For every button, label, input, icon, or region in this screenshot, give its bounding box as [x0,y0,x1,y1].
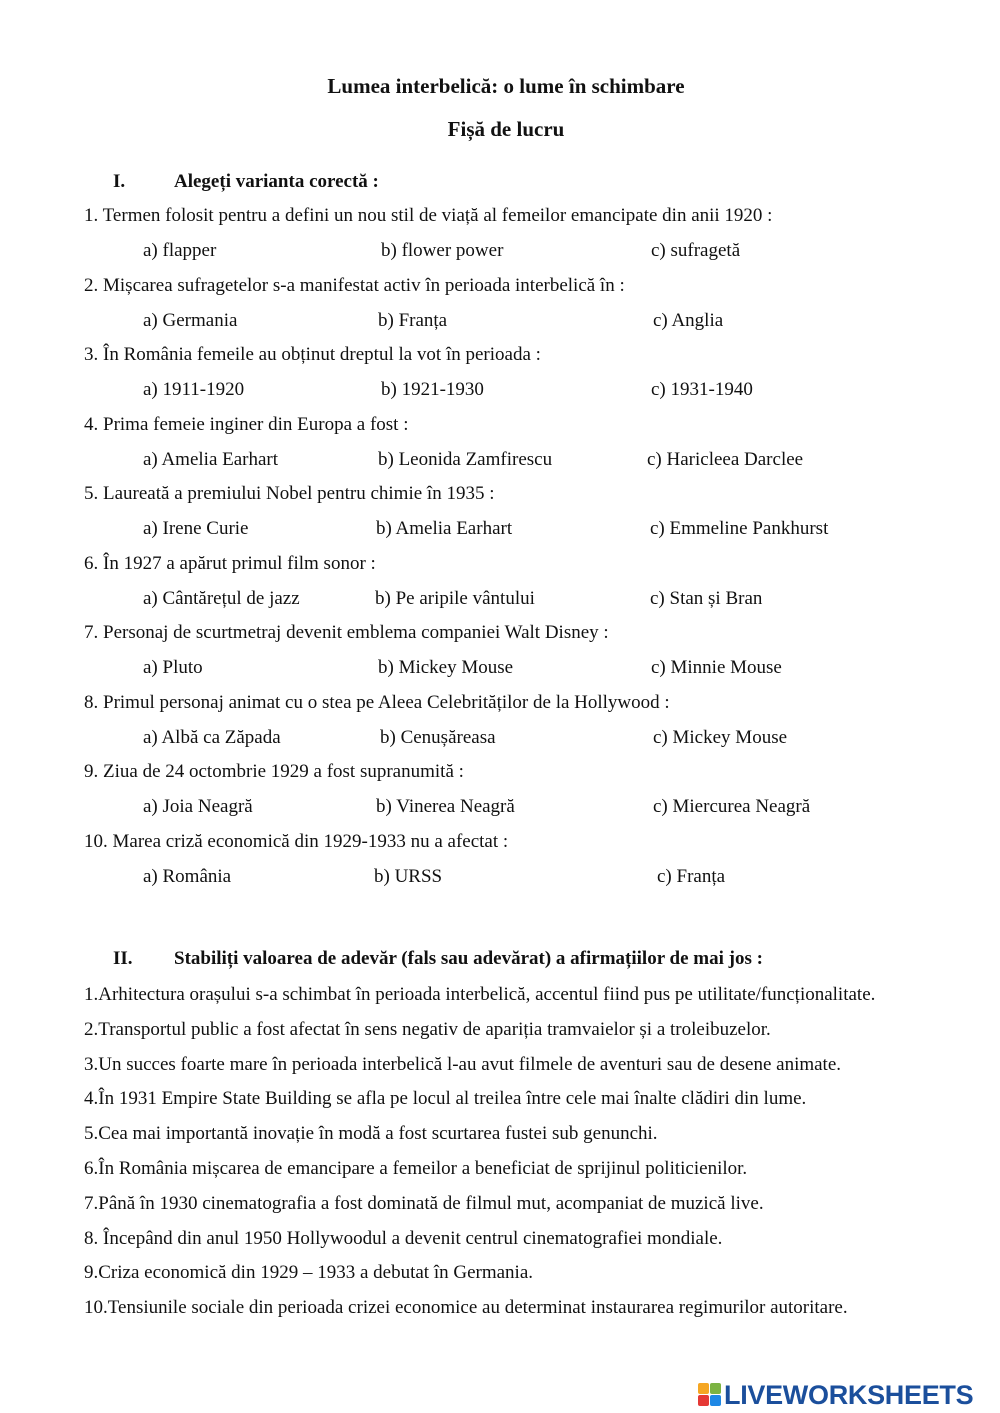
answer-option-a[interactable]: a) flapper [143,240,217,261]
question-text: 8. Primul personaj animat cu o stea pe Aleea Celebrităților de la Hollywood : [84,692,670,713]
liveworksheets-logo[interactable] [697,1381,973,1409]
true-false-statement[interactable]: 9.Criza economică din 1929 – 1933 a debutat în Germania. [84,1262,534,1283]
answer-option-a[interactable]: a) România [143,866,232,887]
answer-option-b[interactable]: b) 1921-1930 [381,379,484,400]
question-text: 5. Laureată a premiului Nobel pentru chimie în 1935 : [84,483,495,504]
answer-option-a[interactable]: a) Pluto [143,657,203,678]
answer-option-c[interactable]: c) Mickey Mouse [653,727,788,748]
page-subtitle: Fișă de lucru [447,117,565,141]
answer-option-b[interactable]: b) Vinerea Neagră [376,796,515,817]
answer-option-b[interactable]: b) Mickey Mouse [378,657,514,678]
section1-number: I. [113,171,126,192]
logo-square [710,1395,721,1406]
question-text: 2. Mișcarea sufragetelor s-a manifestat activ în perioada interbelică în : [84,275,625,296]
question-text: 7. Personaj de scurtmetraj devenit emblema companiei Walt Disney : [84,622,609,643]
answer-option-c[interactable]: c) Emmeline Pankhurst [650,518,829,539]
question-text: 3. În România femeile au obținut dreptul la vot în perioada : [84,344,541,365]
answer-option-a[interactable]: a) Germania [143,310,238,331]
true-false-statement[interactable]: 4.În 1931 Empire State Building se afla pe locul al treilea între cele mai înalte clădiri din lume. [84,1088,807,1109]
section1-title: Alegeți varianta corectă : [174,171,379,192]
answer-option-c[interactable]: c) Haricleea Darclee [647,449,804,470]
answer-option-b[interactable]: b) URSS [374,866,443,887]
answer-option-c[interactable]: c) Miercurea Neagră [653,796,811,817]
true-false-statement[interactable]: 8. Începând din anul 1950 Hollywoodul a devenit centrul cinematografiei mondiale. [84,1228,723,1249]
logo-square [698,1395,709,1406]
answer-option-c[interactable]: c) Anglia [653,310,724,331]
answer-option-a[interactable]: a) Cântărețul de jazz [143,588,300,609]
answer-option-a[interactable]: a) Albă ca Zăpada [143,727,281,748]
answer-option-b[interactable]: b) Pe aripile vântului [375,588,535,609]
logo-square [710,1383,721,1394]
answer-option-c[interactable]: c) Stan și Bran [650,588,763,609]
section2-number: II. [113,948,133,969]
question-text: 4. Prima femeie inginer din Europa a fost : [84,414,409,435]
answer-option-b[interactable]: b) flower power [381,240,504,261]
true-false-statement[interactable]: 2.Transportul public a fost afectat în sens negativ de apariția tramvaielor și a troleibuzelor. [84,1019,771,1040]
true-false-statement[interactable]: 6.În România mișcarea de emancipare a femeilor a beneficiat de sprijinul politicienilor. [84,1158,748,1179]
question-text: 1. Termen folosit pentru a defini un nou stil de viață al femeilor emancipate din anii 1920 : [84,205,773,226]
question-text: 10. Marea criză economică din 1929-1933 nu a afectat : [84,831,509,852]
answer-option-b[interactable]: b) Franța [378,310,448,331]
true-false-statement[interactable]: 7.Până în 1930 cinematografia a fost dominată de filmul mut, acompaniat de muzică live. [84,1193,764,1214]
answer-option-b[interactable]: b) Leonida Zamfirescu [378,449,553,470]
answer-option-b[interactable]: b) Amelia Earhart [376,518,513,539]
logo-square [698,1383,709,1394]
question-text: 6. În 1927 a apărut primul film sonor : [84,553,376,574]
answer-option-c[interactable]: c) 1931-1940 [651,379,753,400]
answer-option-c[interactable]: c) sufragetă [651,240,741,261]
page-title: Lumea interbelică: o lume în schimbare [327,74,685,98]
answer-option-a[interactable]: a) Amelia Earhart [143,449,279,470]
answer-option-a[interactable]: a) Irene Curie [143,518,249,539]
answer-option-c[interactable]: c) Franța [657,866,726,887]
true-false-statement[interactable]: 5.Cea mai importantă inovație în modă a fost scurtarea fustei sub genunchi. [84,1123,658,1144]
logo-grid-icon [697,1382,723,1408]
true-false-statement[interactable]: 1.Arhitectura orașului s-a schimbat în perioada interbelică, accentul fiind pus pe utilitate/funcționalitate. [84,984,876,1005]
question-text: 9. Ziua de 24 octombrie 1929 a fost supranumită : [84,761,464,782]
true-false-statement[interactable]: 3.Un succes foarte mare în perioada interbelică l-au avut filmele de aventuri sau de desene animate. [84,1054,842,1075]
answer-option-c[interactable]: c) Minnie Mouse [651,657,782,678]
answer-option-a[interactable]: a) 1911-1920 [143,379,245,400]
true-false-statement[interactable]: 10.Tensiunile sociale din perioada crizei economice au determinat instaurarea regimurilor autoritare. [84,1297,848,1318]
answer-option-a[interactable]: a) Joia Neagră [143,796,253,817]
logo-text: LIVEWORKSHEETS [724,1379,974,1410]
section2-title: Stabiliți valoarea de adevăr (fals sau adevărat) a afirmațiilor de mai jos : [174,948,763,969]
answer-option-b[interactable]: b) Cenușăreasa [380,727,496,748]
